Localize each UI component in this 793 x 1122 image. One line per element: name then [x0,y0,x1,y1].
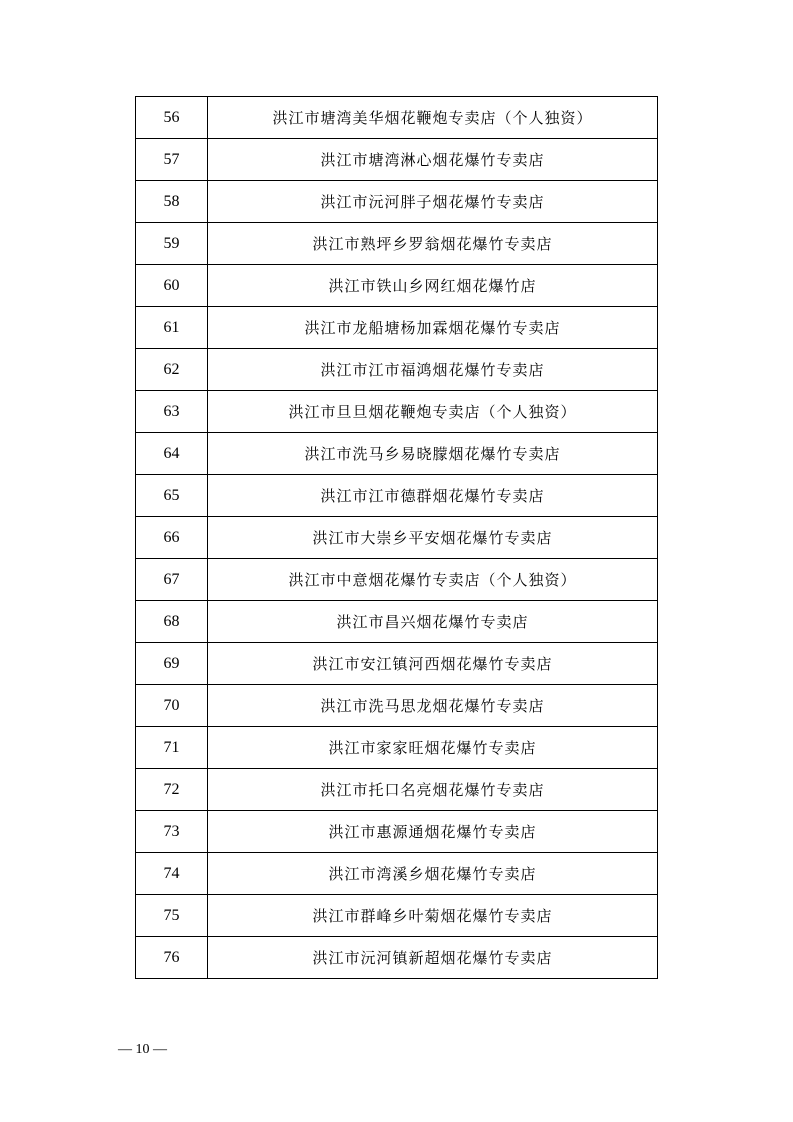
table-row [136,727,658,769]
table-row [136,685,658,727]
table-row [136,97,658,139]
row-number-cell: 58 [136,181,208,223]
store-name-cell: 洪江市塘湾淋心烟花爆竹专卖店 [208,139,658,181]
table-row [136,937,658,979]
table-row [136,559,658,601]
store-name-cell: 洪江市塘湾美华烟花鞭炮专卖店（个人独资） [208,97,658,139]
row-number-cell: 60 [136,265,208,307]
store-name-cell: 洪江市昌兴烟花爆竹专卖店 [208,601,658,643]
table-row [136,223,658,265]
row-number-cell: 63 [136,391,208,433]
table-row [136,391,658,433]
table-row [136,139,658,181]
table-row [136,265,658,307]
table-row [136,601,658,643]
row-number-cell: 74 [136,853,208,895]
row-number-cell: 71 [136,727,208,769]
row-number-cell: 64 [136,433,208,475]
store-name-cell: 洪江市家家旺烟花爆竹专卖店 [208,727,658,769]
table-row [136,475,658,517]
store-name-cell: 洪江市托口名亮烟花爆竹专卖店 [208,769,658,811]
table-row [136,433,658,475]
store-name-cell: 洪江市铁山乡网红烟花爆竹店 [208,265,658,307]
store-name-cell: 洪江市中意烟花爆竹专卖店（个人独资） [208,559,658,601]
row-number-cell: 66 [136,517,208,559]
row-number-cell: 56 [136,97,208,139]
row-number-cell: 57 [136,139,208,181]
store-name-cell: 洪江市江市福鸿烟花爆竹专卖店 [208,349,658,391]
row-number-cell: 76 [136,937,208,979]
table-row [136,517,658,559]
store-name-cell: 洪江市安江镇河西烟花爆竹专卖店 [208,643,658,685]
table-row [136,349,658,391]
store-name-cell: 洪江市江市德群烟花爆竹专卖店 [208,475,658,517]
row-number-cell: 61 [136,307,208,349]
table-row [136,895,658,937]
store-name-cell: 洪江市熟坪乡罗翁烟花爆竹专卖店 [208,223,658,265]
row-number-cell: 59 [136,223,208,265]
table-row [136,307,658,349]
store-name-cell: 洪江市惠源通烟花爆竹专卖店 [208,811,658,853]
table-row [136,811,658,853]
store-name-cell: 洪江市龙船塘杨加霖烟花爆竹专卖店 [208,307,658,349]
store-list-table [135,96,658,979]
table-row [136,643,658,685]
store-name-cell: 洪江市群峰乡叶菊烟花爆竹专卖店 [208,895,658,937]
row-number-cell: 72 [136,769,208,811]
row-number-cell: 69 [136,643,208,685]
row-number-cell: 67 [136,559,208,601]
row-number-cell: 73 [136,811,208,853]
row-number-cell: 70 [136,685,208,727]
store-name-cell: 洪江市沅河胖子烟花爆竹专卖店 [208,181,658,223]
store-name-cell: 洪江市洗马乡易晓朦烟花爆竹专卖店 [208,433,658,475]
store-name-cell: 洪江市湾溪乡烟花爆竹专卖店 [208,853,658,895]
table-body [136,97,658,979]
store-list-table-container [135,96,658,979]
row-number-cell: 75 [136,895,208,937]
store-name-cell: 洪江市沅河镇新超烟花爆竹专卖店 [208,937,658,979]
store-name-cell: 洪江市旦旦烟花鞭炮专卖店（个人独资） [208,391,658,433]
store-name-cell: 洪江市洗马思龙烟花爆竹专卖店 [208,685,658,727]
table-row [136,853,658,895]
table-row [136,769,658,811]
row-number-cell: 62 [136,349,208,391]
table-row [136,181,658,223]
row-number-cell: 68 [136,601,208,643]
row-number-cell: 65 [136,475,208,517]
page-number: — 10 — [118,1042,167,1057]
store-name-cell: 洪江市大崇乡平安烟花爆竹专卖店 [208,517,658,559]
